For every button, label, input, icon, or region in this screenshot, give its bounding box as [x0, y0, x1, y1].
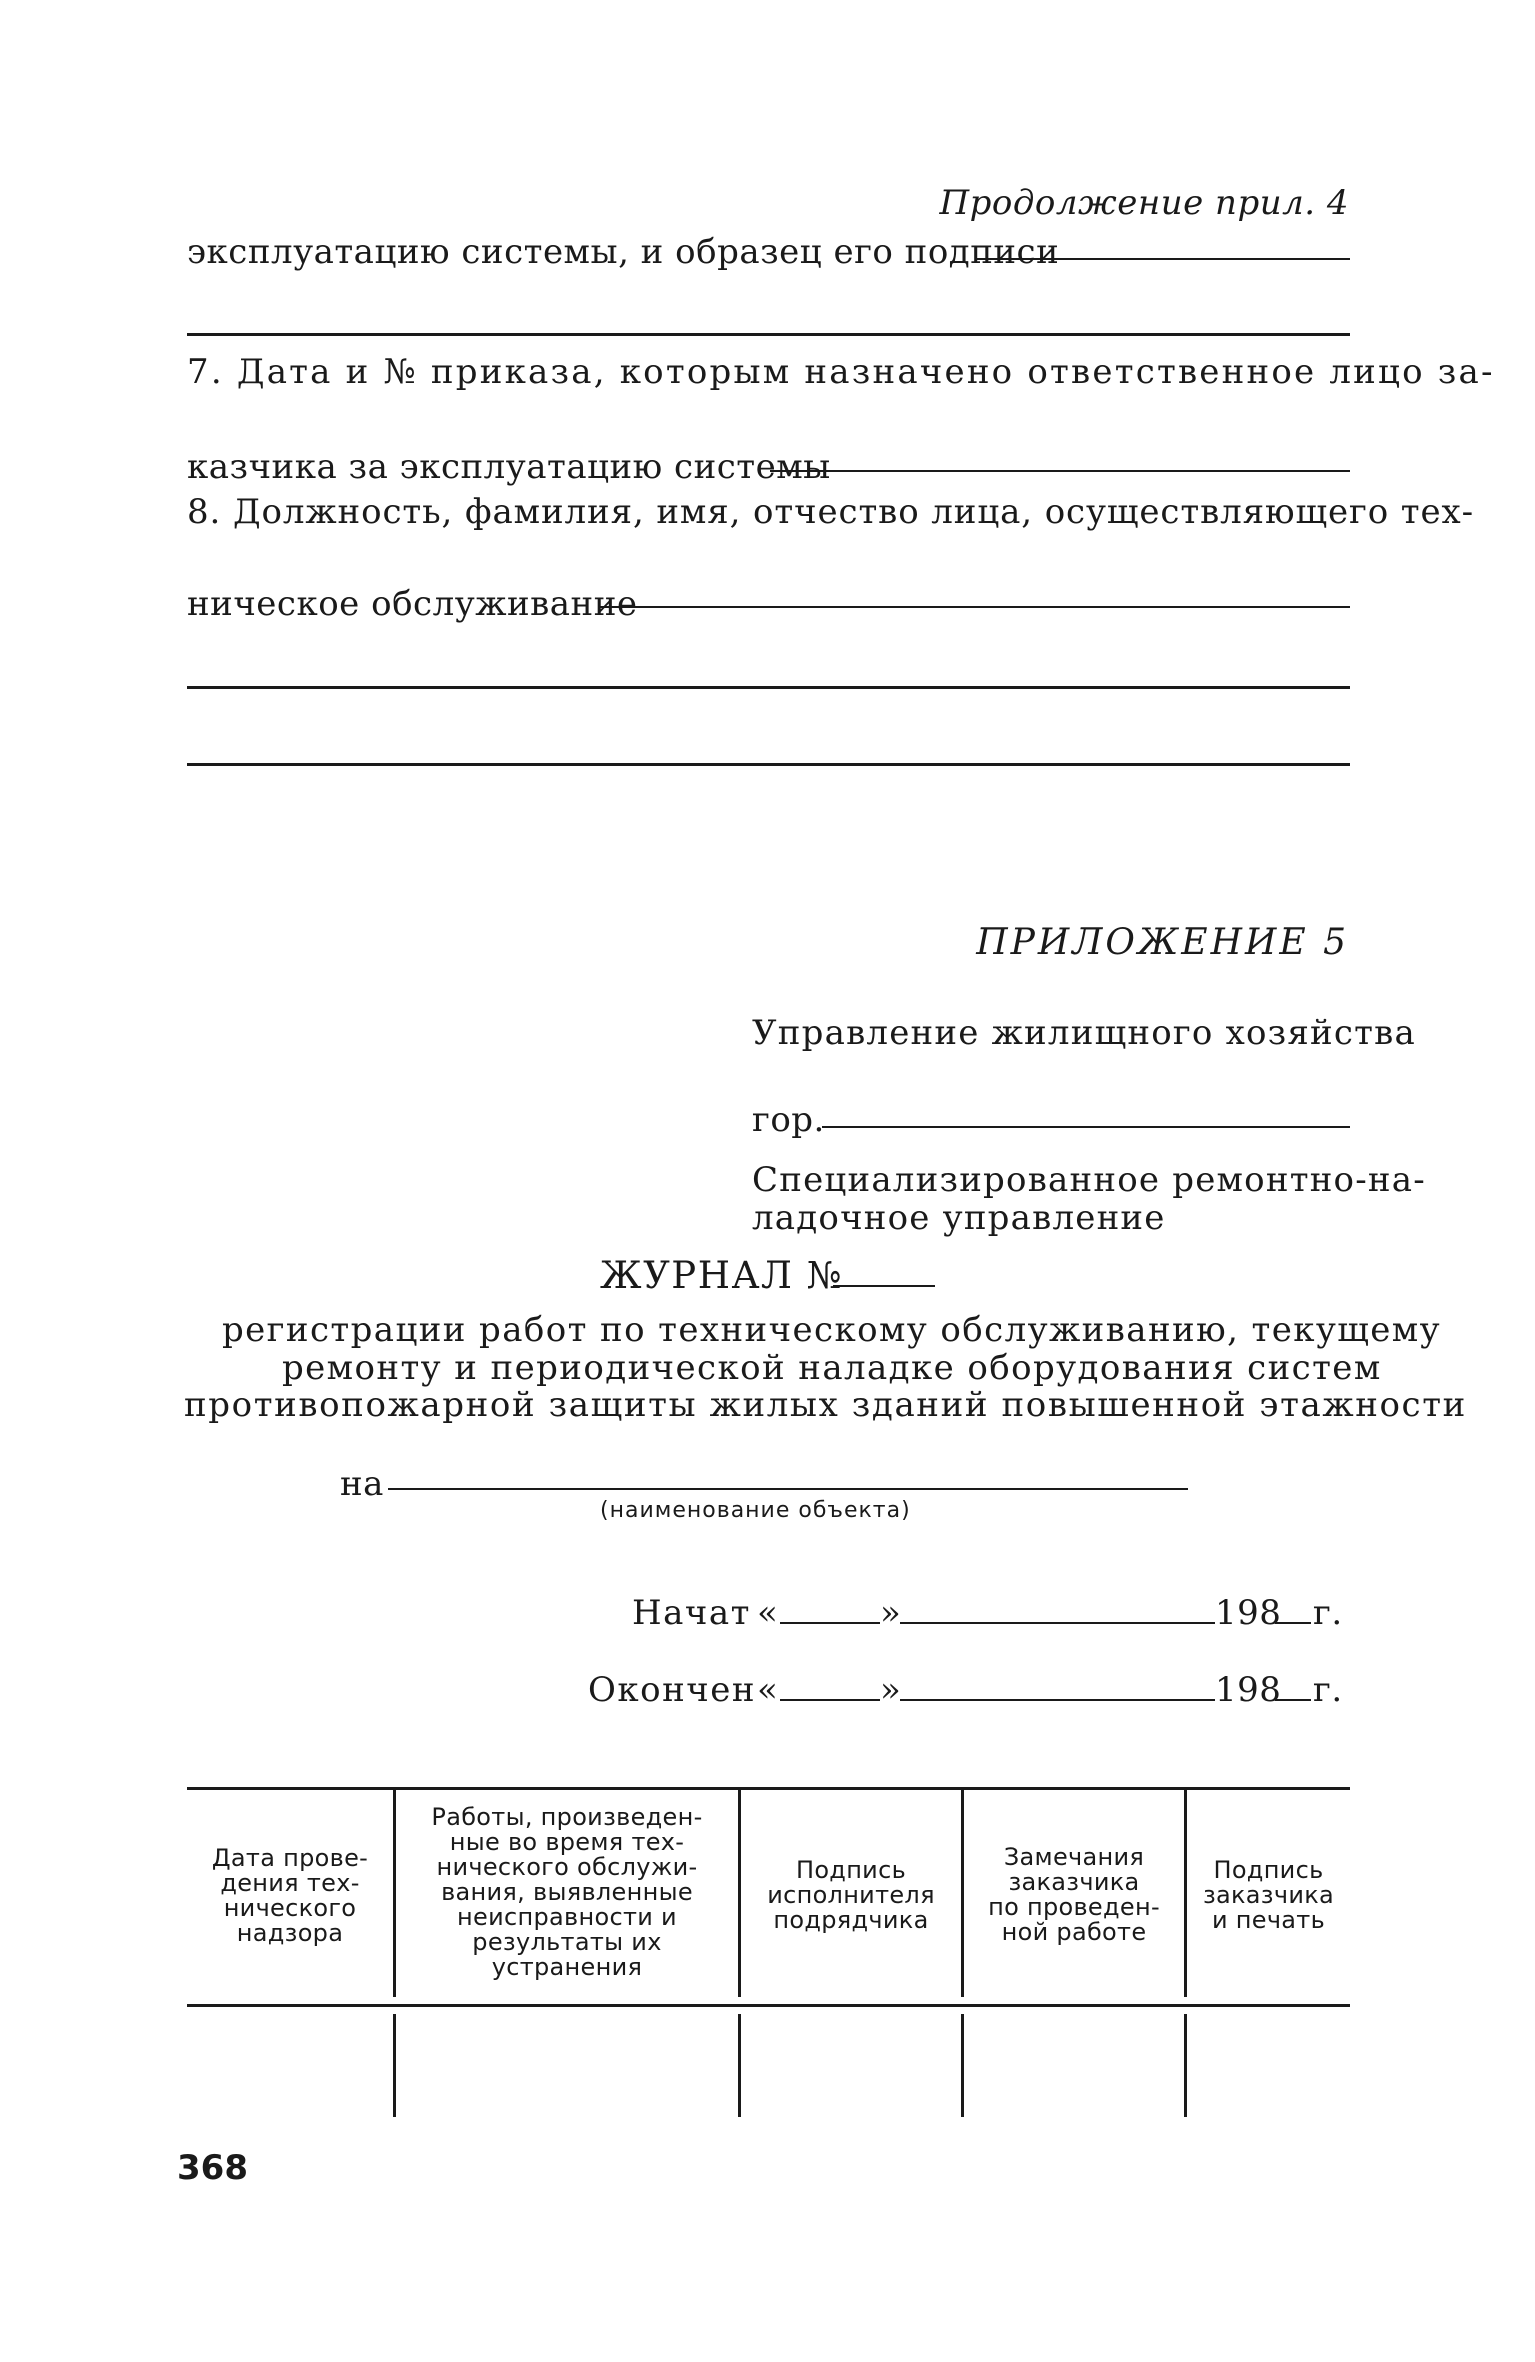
- item-7-line-1: 7. Дата и № приказа, которым назначено ответственное лицо за-: [187, 352, 1495, 392]
- blank-line: [187, 686, 1350, 689]
- journal-number-blank: [833, 1285, 935, 1287]
- table-column-divider: [961, 2014, 964, 2117]
- finished-year-blank: [1275, 1699, 1311, 1701]
- journal-description-line-2: ремонту и периодической наладке оборудования систем: [282, 1348, 1382, 1388]
- started-year-prefix: 198: [1215, 1593, 1282, 1633]
- journal-description-line-3: противопожарной защиты жилых зданий повышенной этажности: [184, 1385, 1467, 1425]
- table-column-divider: [393, 2014, 396, 2117]
- page-number: 368: [177, 2148, 248, 2188]
- object-caption: (наименование объекта): [600, 1498, 911, 1523]
- started-year-blank: [1275, 1622, 1311, 1624]
- city-label: гор.: [752, 1100, 825, 1140]
- table-header-customer-signature: Подпись заказчика и печать: [1202, 1856, 1335, 1934]
- started-label: Начат: [632, 1593, 751, 1633]
- started-year-suffix: г.: [1313, 1593, 1343, 1633]
- item-8-line-1: 8. Должность, фамилия, имя, отчество лица, осуществляющего тех-: [187, 492, 1474, 532]
- journal-description-line-1: регистрации работ по техническому обслуживанию, текущему: [222, 1310, 1442, 1350]
- item-7-blank: [770, 470, 1350, 472]
- finished-day-blank: [780, 1699, 880, 1701]
- table-header-works: Работы, произведен- ные во время тех- нического обслужи- вания, выявленные неисправности и результаты их устранения: [431, 1803, 703, 1981]
- finished-year-prefix: 198: [1215, 1670, 1282, 1710]
- finished-open-quote: «: [757, 1670, 779, 1710]
- table-header-contractor-signature: Подпись исполнителя подрядчика: [767, 1856, 935, 1934]
- started-open-quote: «: [757, 1593, 779, 1633]
- item-8-blank: [600, 606, 1350, 608]
- blank-line: [187, 333, 1350, 336]
- signature-sample-blank: [975, 258, 1350, 260]
- table-header-date: Дата прове- дения тех- нического надзора: [211, 1844, 369, 1947]
- signature-sample-label: эксплуатацию системы, и образец его подписи: [187, 232, 1060, 272]
- org-division-line-1: Специализированное ремонтно-на-: [752, 1160, 1426, 1200]
- object-prefix: на: [340, 1464, 384, 1504]
- continuation-label: Продолжение прил. 4: [939, 183, 1349, 223]
- table-header-customer-remarks: Замечания заказчика по проведен- ной работе: [988, 1843, 1160, 1946]
- appendix-title: ПРИЛОЖЕНИЕ 5: [976, 922, 1349, 963]
- finished-label: Окончен: [588, 1670, 757, 1710]
- finished-month-blank: [900, 1699, 1215, 1701]
- journal-title: ЖУРНАЛ №: [600, 1254, 844, 1297]
- blank-line: [187, 763, 1350, 766]
- started-day-blank: [780, 1622, 880, 1624]
- org-division-line-2: ладочное управление: [752, 1198, 1166, 1238]
- table-top-border: [187, 1787, 1350, 1790]
- item-7-line-2: казчика за эксплуатацию системы: [187, 447, 831, 487]
- started-month-blank: [900, 1622, 1215, 1624]
- started-close-quote: »: [880, 1593, 902, 1633]
- finished-close-quote: »: [880, 1670, 902, 1710]
- table-column-divider: [1184, 2014, 1187, 2117]
- item-8-line-2: ническое обслуживание: [187, 584, 638, 624]
- table-header-border: [187, 2004, 1350, 2007]
- city-blank: [822, 1126, 1350, 1128]
- object-blank: [388, 1488, 1188, 1490]
- finished-year-suffix: г.: [1313, 1670, 1343, 1710]
- table-column-divider: [738, 2014, 741, 2117]
- org-name: Управление жилищного хозяйства: [752, 1013, 1416, 1053]
